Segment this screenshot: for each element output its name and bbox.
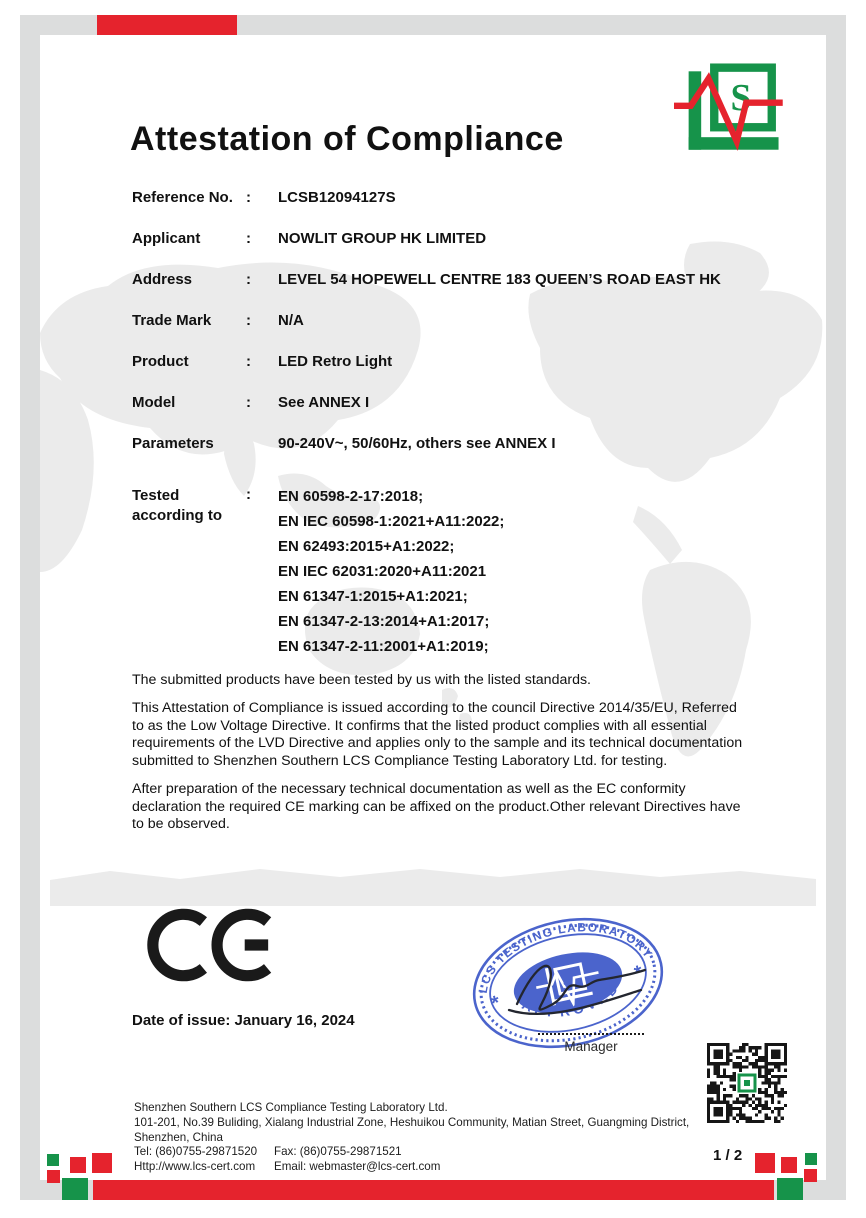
field-row-product	[132, 354, 721, 369]
top-border-red-segment	[97, 15, 237, 35]
page-title: Attestation of Compliance	[130, 120, 564, 158]
field-value: See ANNEX I	[278, 394, 370, 411]
field-separator: :	[246, 230, 251, 247]
footer-website[interactable]: Http://www.lcs-cert.com	[134, 1160, 256, 1174]
field-label	[132, 484, 246, 659]
body-paragraphs	[132, 672, 752, 844]
manager-signature	[505, 952, 665, 1027]
field-row-applicant	[132, 231, 721, 246]
field-row-address	[132, 272, 721, 287]
tested-label-line1: Tested	[132, 487, 180, 504]
lcs-logo	[674, 60, 789, 160]
paragraph-tested-statement: The submitted products have been tested by us with the listed standards.	[132, 672, 591, 688]
corner-square-red	[755, 1153, 775, 1173]
field-label: Product	[132, 353, 189, 370]
corner-square-red	[47, 1170, 60, 1183]
stamp-arc-bottom-text: APPROVED	[519, 977, 624, 1020]
paragraph-directive-statement: This Attestation of Compliance is issued according to the council Directive 2014/35/EU, Referred to as the Low Voltage Directive. It confirms that the listed product complies with all essential requirements of the LVD Directive and applies only to the sample and its technical documentation submitted to Shenzhen Southern LCS Compliance Testing Laboratory Ltd. for testing.	[132, 700, 743, 769]
stamp-star-right: *	[632, 961, 645, 985]
standard-item: EN IEC 60598-1:2021+A11:2022;	[278, 513, 505, 530]
stamp-arc-top-text: LCS TESTING LABORATORY	[475, 920, 656, 995]
stamp-center-letter: S	[560, 976, 575, 996]
corner-square-red	[70, 1157, 86, 1173]
standard-item: EN 61347-2-11:2001+A1:2019;	[278, 638, 489, 655]
corner-square-red	[781, 1157, 797, 1173]
standard-item: EN 60598-2-17:2018;	[278, 488, 424, 505]
page-number: 1 / 2	[713, 1147, 743, 1164]
field-value: 90-240V~, 50/60Hz, others see ANNEX I	[278, 435, 556, 452]
corner-square-red	[804, 1169, 817, 1182]
field-label: Trade Mark	[132, 312, 212, 329]
field-separator: :	[246, 312, 251, 329]
qr-code	[707, 1043, 787, 1123]
field-label: Model	[132, 394, 176, 411]
corner-square-green	[62, 1178, 88, 1200]
field-value: LCSB12094127S	[278, 189, 396, 206]
ce-mark	[147, 899, 281, 991]
field-label: Address	[132, 271, 193, 288]
footer-company: Shenzhen Southern LCS Compliance Testing Laboratory Ltd.	[134, 1101, 448, 1114]
field-label: Applicant	[132, 230, 201, 247]
field-separator: :	[246, 271, 251, 288]
footer-fax: Fax: (86)0755-29871521	[274, 1145, 402, 1159]
corner-square-green	[777, 1178, 803, 1200]
field-value: N/A	[278, 312, 304, 329]
corner-square-green	[805, 1153, 817, 1165]
field-value: LEVEL 54 HOPEWELL CENTRE 183 QUEEN’S ROAD EAST HK	[278, 271, 721, 288]
field-label: Parameters	[132, 435, 214, 452]
footer-tel-fax-row	[134, 1145, 689, 1160]
field-separator: :	[246, 353, 251, 370]
field-row-parameters	[132, 436, 721, 451]
footer-email[interactable]: Email: webmaster@lcs-cert.com	[274, 1160, 441, 1174]
field-value: LED Retro Light	[278, 353, 393, 370]
stamp-star-left: *	[489, 991, 502, 1016]
standard-item: EN 62493:2015+A1:2022;	[278, 538, 455, 555]
tested-label-line2: according to	[132, 507, 223, 524]
field-row-trade-mark	[132, 313, 721, 328]
footer-address-line1: 101-201, No.39 Buliding, Xialang Industrial Zone, Heshuikou Community, Matian Street, Guangming District,	[134, 1115, 690, 1129]
field-separator: :	[246, 394, 251, 411]
signature-dotted-line	[538, 1019, 644, 1035]
standard-item: EN 61347-1:2015+A1:2021;	[278, 588, 468, 605]
date-of-issue-value: January 16, 2024	[234, 1012, 355, 1029]
date-of-issue	[132, 1012, 355, 1029]
certificate-fields	[132, 190, 721, 477]
footer-web-email-row	[134, 1160, 689, 1175]
standards-list	[278, 484, 504, 659]
field-separator: :	[246, 486, 251, 503]
bottom-border-red-bar	[93, 1180, 774, 1200]
field-label: Reference No.	[132, 189, 233, 206]
footer	[134, 1101, 689, 1175]
field-separator: :	[246, 189, 251, 206]
field-separator	[246, 436, 278, 451]
field-row-tested-according-to	[132, 484, 504, 659]
lcs-logo-letter: S	[730, 77, 752, 119]
corner-square-green	[47, 1154, 59, 1166]
footer-address-line2: Shenzhen, China	[134, 1130, 223, 1144]
field-row-model	[132, 395, 721, 410]
standard-item: EN IEC 62031:2020+A11:2021	[278, 563, 487, 580]
corner-square-red	[92, 1153, 112, 1173]
field-value: NOWLIT GROUP HK LIMITED	[278, 230, 487, 247]
paragraph-ce-marking-statement: After preparation of the necessary technical documentation as well as the EC conformity declaration the required CE marking can be affixed on the product.Other relevant Directives have to be observed.	[132, 780, 741, 833]
date-of-issue-label: Date of issue:	[132, 1012, 231, 1029]
standard-item: EN 61347-2-13:2014+A1:2017;	[278, 613, 490, 630]
signer-title: Manager	[564, 1039, 618, 1054]
footer-tel: Tel: (86)0755-29871520	[134, 1145, 258, 1159]
field-row-reference-no	[132, 190, 721, 205]
